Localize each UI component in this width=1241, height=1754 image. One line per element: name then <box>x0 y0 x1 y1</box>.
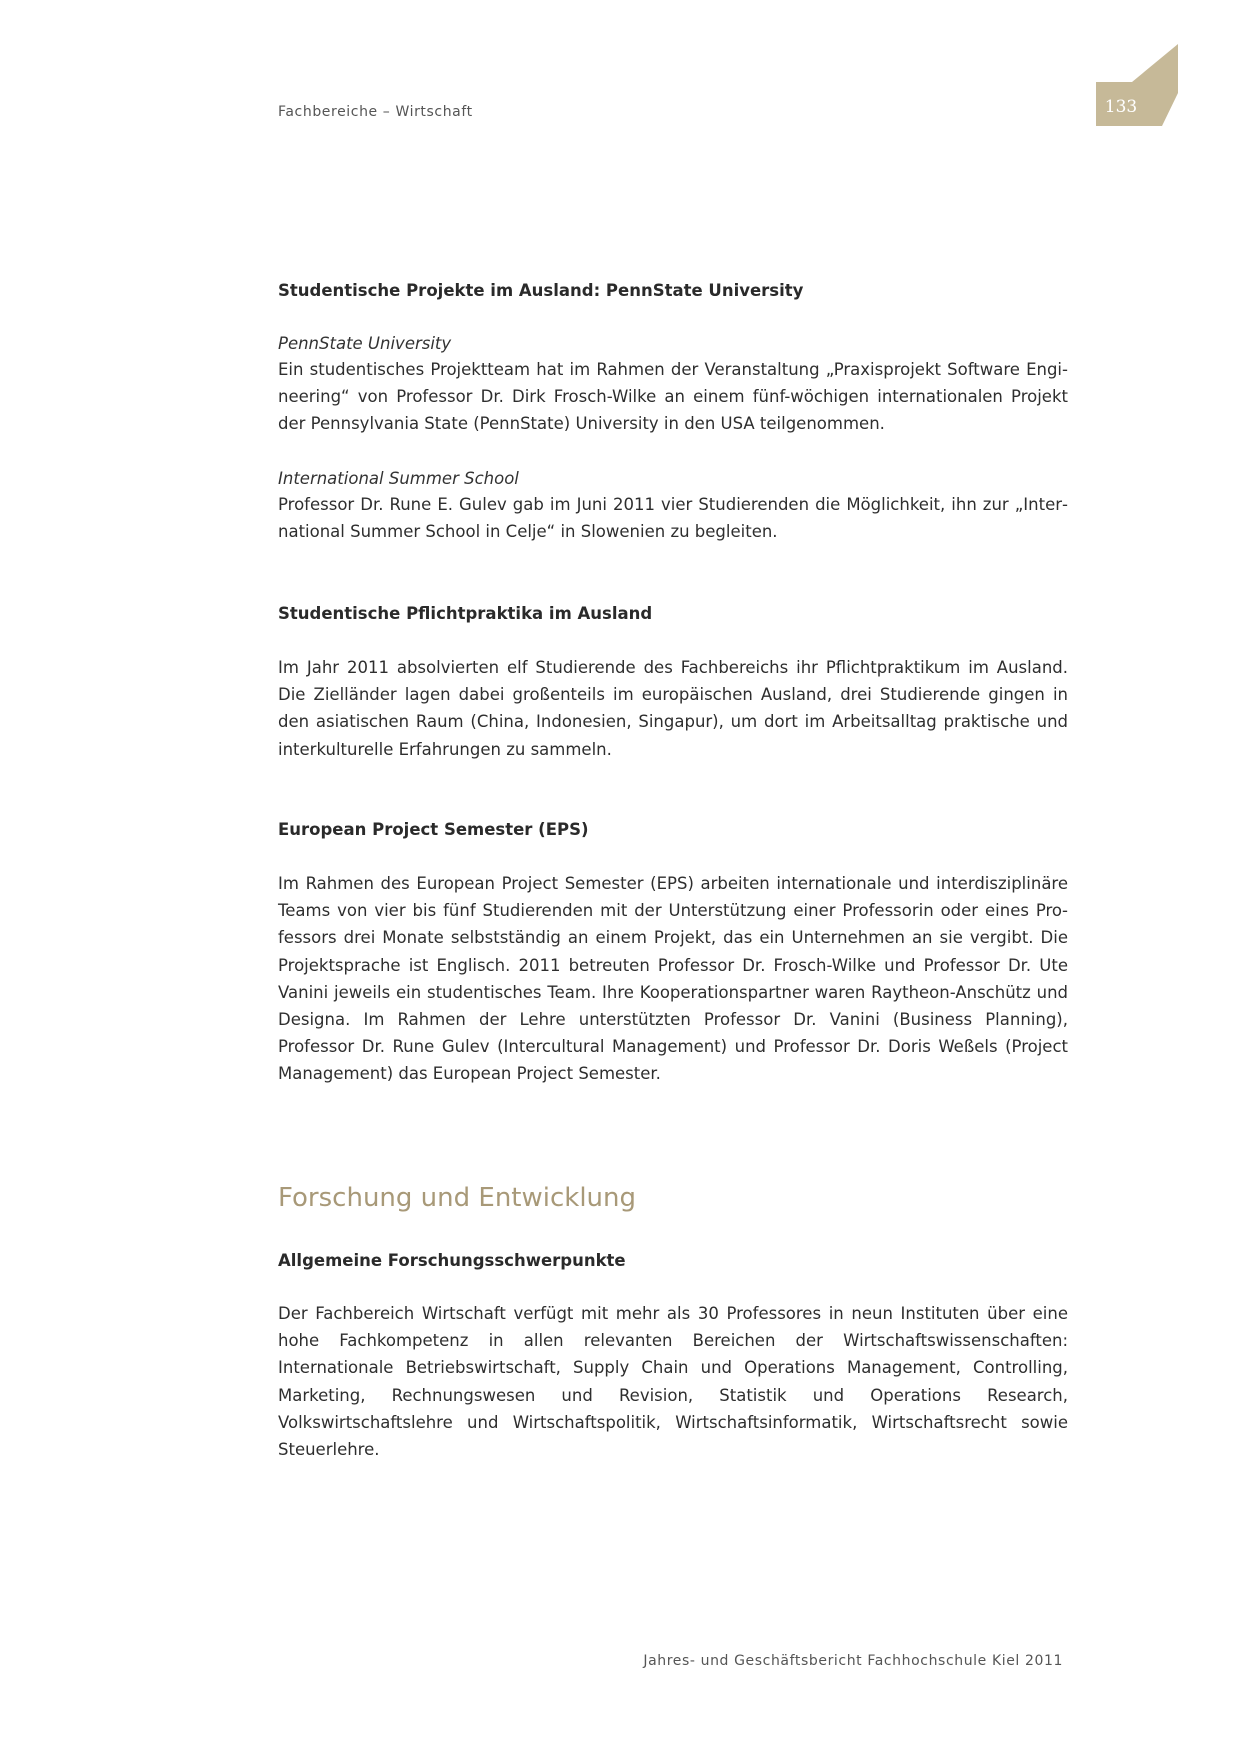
section-heading: Allgemeine Forschungsschwerpunkte <box>278 1251 626 1270</box>
paragraph: Im Rahmen des European Project Semester (EPS) arbeiten internationale und interdisziplinäre Teams von vier bis fünf Studierenden mit der Unterstützung einer Professorin oder eines Professors drei Monate selbstständig an einem Projekt, das ein Unternehmen an sie vergibt. Die Projektsprache ist Englisch. 2011 betreuten Professor Dr. Frosch-Wilke und Professor Dr. Ute Vanini jeweils ein studentisches Team. Ihre Kooperationspartner waren Raytheon-Anschütz und Designa. Im Rahmen der Lehre unterstützten Professor Dr. Vanini (Business Planning), Professor Dr. Rune Gulev (Intercultural Management) und Professor Dr. Doris Weßels (Project Management) das European Project Semester. <box>278 874 1068 1084</box>
paragraph: Im Jahr 2011 absolvierten elf Studierende des Fachbereichs ihr Pflichtpraktikum im Ausland. Die Zielländer lagen dabei großenteils im europäischen Ausland, drei Studierende gingen in den asiatischen Raum (China, Indonesien, Singapur), um dort im Arbeitsalltag praktische und interkulturelle Erfahrungen zu sammeln. <box>278 658 1068 759</box>
running-header: Fachbereiche – Wirtschaft <box>278 104 473 120</box>
section-heading: Studentische Pflichtpraktika im Ausland <box>278 604 653 623</box>
section-heading: European Project Semester (EPS) <box>278 820 589 839</box>
subsection-heading: PennState University <box>278 334 452 353</box>
paragraph: Der Fachbereich Wirtschaft verfügt mit mehr als 30 Professores in neun Instituten über eine hohe Fachkompetenz in allen relevanten Bereichen der Wirtschaftswissenschaften: Internationale Betriebswirtschaft, Supply Chain und Operations Management, Controlling, Marketing, Rechnungswesen und Revision, Statistik und Operations Research, Volkswirtschaftslehre und Wirtschaftspolitik, Wirtschaftsinformatik, Wirtschaftsrecht sowie Steuerlehre. <box>278 1304 1068 1460</box>
paragraph: Ein studentisches Projektteam hat im Rahmen der Veranstaltung „Praxisprojekt Software Engineering“ von Professor Dr. Dirk Frosch-Wilke an einem fünf-wöchigen internationalen Projekt der Pennsylvania State (PennState) University in den USA teilgenommen. <box>278 360 1068 434</box>
chapter-title: Forschung und Entwicklung <box>278 1183 637 1213</box>
paragraph: Professor Dr. Rune E. Gulev gab im Juni 2011 vier Studierenden die Möglichkeit, ihn zur „International Summer School in Celje“ in Slowenien zu begleiten. <box>278 495 1068 542</box>
running-footer: Jahres- und Geschäftsbericht Fachhochschule Kiel 2011 <box>643 1653 1063 1669</box>
page-number-badge <box>1096 44 1180 128</box>
subsection-heading: International Summer School <box>278 469 519 488</box>
section-heading: Studentische Projekte im Ausland: PennState University <box>278 281 804 300</box>
page-number: 133 <box>1104 97 1138 117</box>
